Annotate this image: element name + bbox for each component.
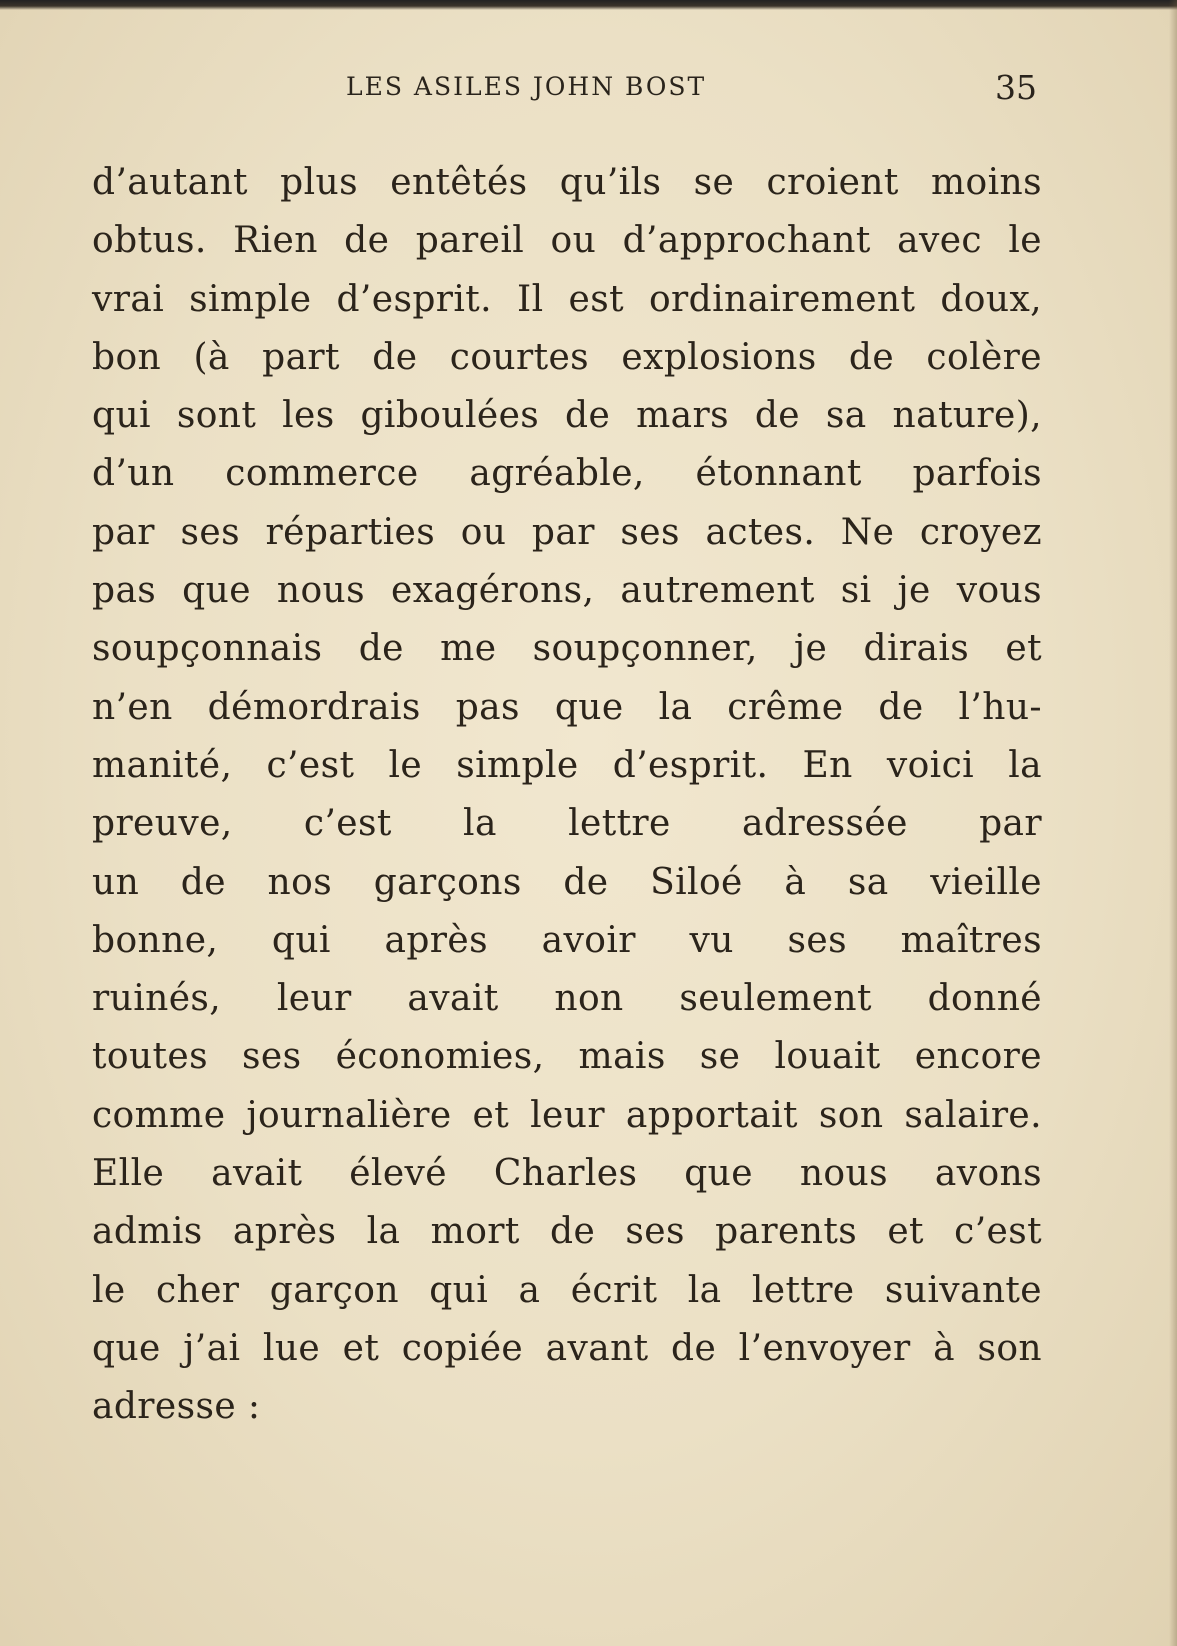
running-header — [0, 68, 1177, 112]
text-line: qui sont les giboulées de mars de sa nature), — [92, 395, 1042, 437]
text-line: pas que nous exagérons, autrement si je vous — [92, 570, 1042, 612]
text-line: Elle avait élevé Charles que nous avons — [92, 1153, 1042, 1195]
text-line: soupçonnais de me soupçonner, je dirais et — [92, 628, 1042, 670]
page-number: 35 — [995, 68, 1037, 107]
text-line: obtus. Rien de pareil ou d’approchant avec le — [92, 220, 1042, 262]
text-line: toutes ses économies, mais se louait encore — [92, 1036, 1042, 1078]
page-right-edge-shadow — [1169, 0, 1177, 1646]
text-line: admis après la mort de ses parents et c’est — [92, 1211, 1042, 1253]
text-line: comme journalière et leur apportait son salaire. — [92, 1094, 1042, 1136]
text-line: que j’ai lue et copiée avant de l’envoyer à son — [92, 1327, 1042, 1369]
text-line: par ses réparties ou par ses actes. Ne croyez — [92, 511, 1042, 553]
page-top-edge — [0, 0, 1177, 10]
text-line: bon (à part de courtes explosions de colère — [92, 336, 1042, 378]
text-line: n’en démordrais pas que la crême de l’hu- — [92, 686, 1042, 728]
text-line: preuve, c’est la lettre adressée par — [92, 803, 1042, 845]
text-line: ruinés, leur avait non seulement donné — [92, 978, 1042, 1020]
text-line: un de nos garçons de Siloé à sa vieille — [92, 861, 1042, 903]
text-line: bonne, qui après avoir vu ses maîtres — [92, 919, 1042, 961]
body-text — [92, 154, 1042, 1437]
text-line: vrai simple d’esprit. Il est ordinairement doux, — [92, 278, 1042, 320]
text-line: d’un commerce agréable, étonnant parfois — [92, 453, 1042, 495]
text-line: adresse : — [92, 1386, 261, 1428]
text-line: le cher garçon qui a écrit la lettre suivante — [92, 1269, 1042, 1311]
running-title: LES ASILES JOHN BOST — [346, 72, 707, 101]
text-line: d’autant plus entêtés qu’ils se croient moins — [92, 162, 1042, 203]
text-line: manité, c’est le simple d’esprit. En voici la — [92, 744, 1042, 786]
